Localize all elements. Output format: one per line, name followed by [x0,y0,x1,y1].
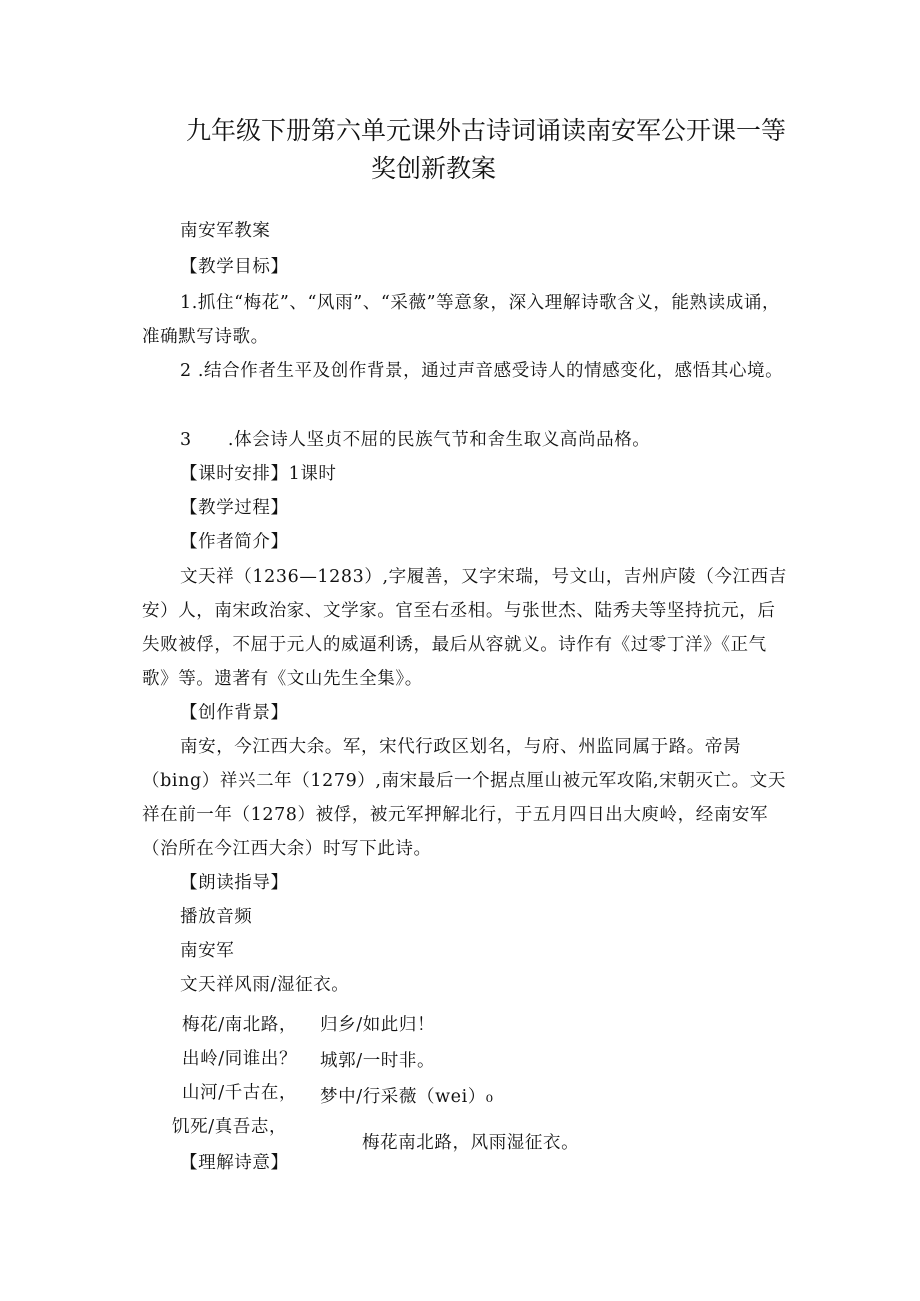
poem-right-line: 归乡/如此归！ [320,1015,436,1035]
audio-line: 播放音频 [180,907,253,927]
poem-line: 文天祥风雨/湿征衣。 [180,975,350,995]
understand-heading: 【理解诗意】 [180,1153,289,1173]
poem-left-line: 梅花/南北路， [182,1015,298,1035]
goals-heading: 【教学目标】 [180,257,289,277]
poem-left-line: 出岭/同谁出？ [182,1049,298,1069]
document-title [186,112,806,188]
poem-extra-line: 梅花南北路，风雨湿征衣。 [362,1133,580,1153]
goal-2: 2 .结合作者生平及创作背景，通过声音感受诗人的情感变化，感悟其心境。 [180,361,784,381]
poem-title: 南安军 [180,941,235,961]
background-paragraph: 南安，今江西大余。军，宋代行政区划名，与府、州监同属于路。帝昺（bing）祥兴二年（1279）,南宋最后一个据点厘山被元军攻陷,宋朝灭亡。文天祥在前一年（1278）被俘，被元军押解北行，于五月四日出大庾岭，经南安军（治所在今江西大余）时写下此诗。 [142,737,786,859]
background-heading: 【创作背景】 [180,703,289,723]
poem-right-line: 城郭/一时非。 [320,1051,436,1071]
title-line-1: 九年级下册第六单元课外古诗词诵读南安军公开课一等 [186,116,787,145]
title-line-2: 奖创新教案 [371,154,497,183]
author-paragraph: 文天祥（1236—1283）,字履善，又字宋瑞，号文山，吉州庐陵（今江西吉安）人，南宋政治家、文学家。官至右丞相。与张世杰、陆秀夫等坚持抗元，后失败被俘，不屈于元人的威逼利诱，最后从容就义。诗作有《过零丁洋》《正气歌》等。遗著有《文山先生全集》。 [142,567,787,689]
reading-heading: 【朗读指导】 [180,873,289,893]
poem-left-line: 饥死/真吾志， [172,1117,288,1137]
process-heading: 【教学过程】 [180,498,289,518]
author-heading: 【作者简介】 [180,532,289,552]
goal-3: 3 .体会诗人坚贞不屈的民族气节和舍生取义高尚品格。 [180,430,651,450]
poem-left-line: 山河/千古在， [182,1083,298,1103]
poem-right-line: 梦中/行采薇（wei）₀ [320,1087,494,1107]
lesson-subtitle: 南安军教案 [180,221,271,241]
schedule-line: 【课时安排】1课时 [180,464,337,484]
goal-1: 1.抓住“梅花”、“风雨”、“采薇”等意象，深入理解诗歌含义，能熟读成诵，准确默写诗歌。 [142,293,781,347]
